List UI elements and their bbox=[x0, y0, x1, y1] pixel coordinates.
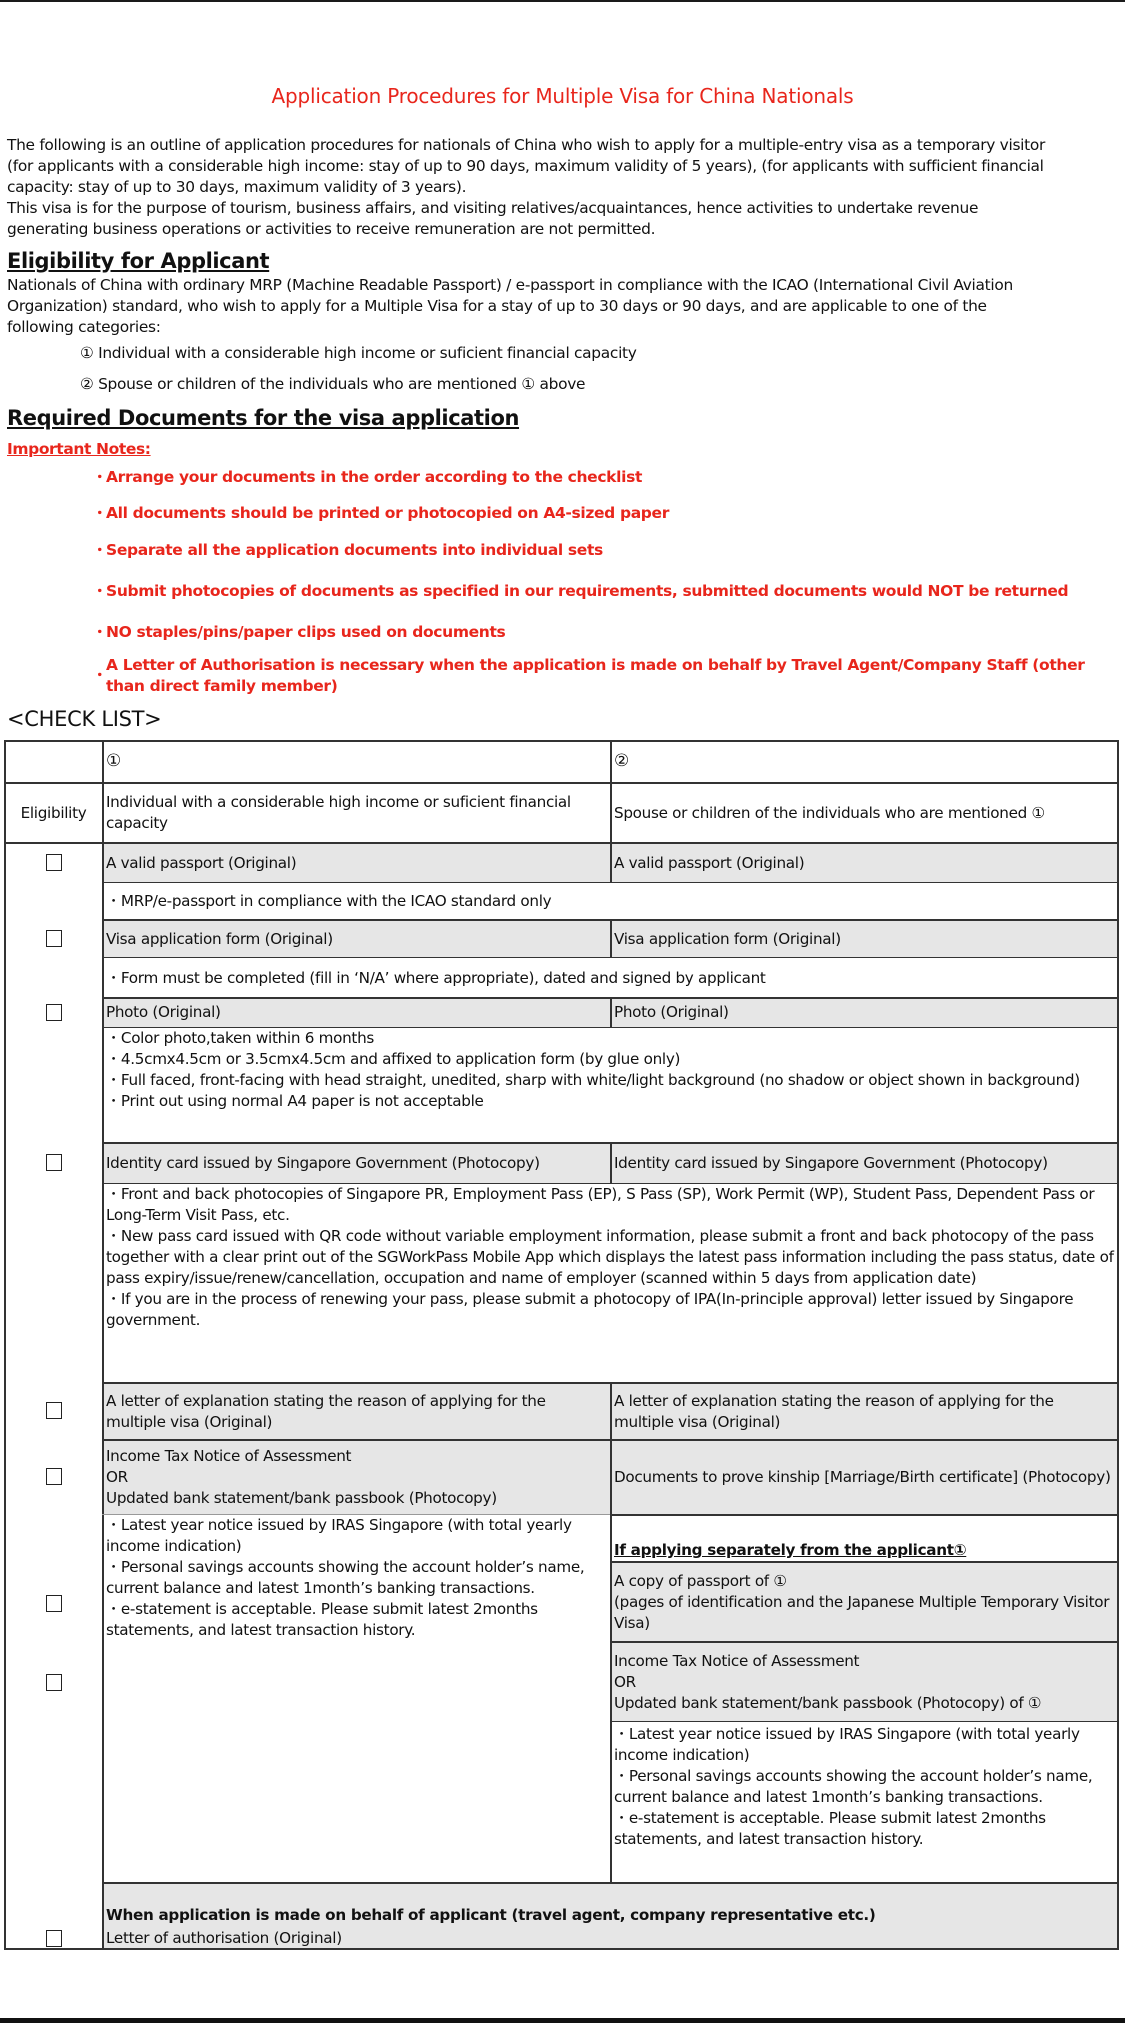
income-col1: Income Tax Notice of Assessment OR Updated bank statement/bank passbook (Photocopy) bbox=[106, 1447, 497, 1507]
letter-col1: A letter of explanation stating the reason of applying for the multiple visa (Original) bbox=[106, 1391, 546, 1431]
eligibility-text bbox=[7, 275, 1119, 338]
checkbox-letter[interactable] bbox=[46, 1402, 62, 1419]
authorisation-item: Letter of authorisation (Original) bbox=[106, 1929, 342, 1947]
checkbox-photo[interactable] bbox=[46, 1004, 62, 1021]
page-title: Application Procedures for Multiple Visa for China Nationals bbox=[271, 84, 854, 108]
separate-notes: ・Latest year notice issued by IRAS Singapore (with total yearly income indication) ・Personal savings accounts showing the account holder’s name, current balance and latest 1month’s banking transactions. ・e-statement is acceptable. Please submit latest 2months statements, and latest transaction history. bbox=[614, 1725, 1093, 1848]
bullet-icon: ・ bbox=[92, 666, 108, 684]
passport-note: ・MRP/e-passport in compliance with the ICAO standard only bbox=[106, 892, 552, 910]
top-border bbox=[0, 0, 1125, 2]
bullet-icon: ・ bbox=[92, 541, 108, 559]
eligibility-line: following categories: bbox=[7, 318, 161, 336]
photo-col2: Photo (Original) bbox=[614, 1003, 729, 1021]
eligibility-line: Nationals of China with ordinary MRP (Machine Readable Passport) / e-passport in compliance with the ICAO (International Civil Aviation bbox=[7, 276, 1013, 294]
eligibility-col1: Individual with a considerable high income or suficient financial capacity bbox=[106, 793, 571, 832]
intro-line: This visa is for the purpose of tourism, business affairs, and visiting relatives/acquaintances, hence activities to undertake revenue bbox=[7, 199, 979, 217]
category-1: ① Individual with a considerable high income or suficient financial capacity bbox=[80, 344, 637, 362]
checkbox-income[interactable] bbox=[46, 1468, 62, 1485]
authorisation-cell bbox=[103, 1883, 1119, 1950]
photo-col1: Photo (Original) bbox=[106, 1003, 221, 1021]
checkbox-separate-income[interactable] bbox=[46, 1674, 62, 1691]
intro-paragraph bbox=[7, 135, 1119, 240]
header-category-2: ② bbox=[614, 751, 629, 771]
bullet-icon: ・ bbox=[92, 468, 108, 486]
identity-col2: Identity card issued by Singapore Government (Photocopy) bbox=[614, 1153, 1048, 1172]
separate-heading: If applying separately from the applicant① bbox=[614, 1541, 967, 1559]
income-notes-col1: ・Latest year notice issued by IRAS Singapore (with total yearly income indication) ・Personal savings accounts showing the account holder’s name, current balance and latest 1month’s banking transactions. ・e-statement is acceptable. Please submit latest 2months statements, and latest transaction history. bbox=[106, 1516, 585, 1639]
header-category-1: ① bbox=[106, 751, 121, 771]
checkbox-visa-form[interactable] bbox=[46, 930, 62, 947]
separate-heading-cell bbox=[611, 1515, 1119, 1562]
intro-line: (for applicants with a considerable high income: stay of up to 90 days, maximum validity of 5 years), (for applicants with sufficient financial bbox=[7, 157, 1044, 175]
letter-col2: A letter of explanation stating the reason of applying for the multiple visa (Original) bbox=[614, 1391, 1054, 1431]
bullet-icon: ・ bbox=[92, 582, 108, 600]
separate-passport-copy: A copy of passport of ① (pages of identification and the Japanese Multiple Temporary Visitor Visa) bbox=[614, 1571, 1110, 1632]
important-notes-label: Important Notes: bbox=[7, 440, 151, 458]
eligibility-label: Eligibility bbox=[20, 803, 87, 822]
eligibility-line: Organization) standard, who wish to apply for a Multiple Visa for a stay of up to 30 days or 90 days, and are applicable to one of the bbox=[7, 297, 987, 315]
intro-line: The following is an outline of application procedures for nationals of China who wish to apply for a multiple-entry visa as a temporary visitor bbox=[7, 136, 1046, 154]
visa-form-col2: Visa application form (Original) bbox=[614, 929, 841, 948]
checkbox-identity[interactable] bbox=[46, 1154, 62, 1171]
required-docs-heading: Required Documents for the visa application bbox=[7, 406, 520, 430]
eligibility-heading: Eligibility for Applicant bbox=[7, 249, 270, 273]
checkbox-passport[interactable] bbox=[46, 854, 62, 871]
checkbox-separate-passport[interactable] bbox=[46, 1595, 62, 1612]
checkbox-authorisation[interactable] bbox=[46, 1930, 62, 1947]
income-col2: Documents to prove kinship [Marriage/Birth certificate] (Photocopy) bbox=[614, 1468, 1111, 1486]
identity-notes: ・Front and back photocopies of Singapore PR, Employment Pass (EP), S Pass (SP), Work Permit (WP), Student Pass, Dependent Pass or Long-Term Visit Pass, etc. ・New pass card issued with QR code without variable employment information, please submit a front and back photocopy of the pass together with a clear print out of the SGWorkPass Mobile App which displays the latest pass information including the pass status, date of pass expiry/issue/renew/cancellation, occupation and name of employer (scanned within 5 days from application date) ・If you are in the process of renewing your pass, please submit a photocopy of IPA(In-principle approval) letter issued by Singapore government. bbox=[106, 1185, 1114, 1329]
bullet-icon: ・ bbox=[92, 504, 108, 522]
passport-col1: A valid passport (Original) bbox=[106, 853, 297, 872]
separate-income: Income Tax Notice of Assessment OR Updated bank statement/bank passbook (Photocopy) of ① bbox=[614, 1651, 1042, 1712]
visa-form-col1: Visa application form (Original) bbox=[106, 929, 333, 948]
bullet-icon: ・ bbox=[92, 623, 108, 641]
visa-form-note: ・Form must be completed (fill in ‘N/A’ where appropriate), dated and signed by applicant bbox=[106, 968, 766, 987]
identity-col1: Identity card issued by Singapore Government (Photocopy) bbox=[106, 1153, 540, 1172]
authorisation-heading: When application is made on behalf of applicant (travel agent, company representative etc.) bbox=[106, 1906, 876, 1924]
category-2: ② Spouse or children of the individuals who are mentioned ① above bbox=[80, 375, 586, 393]
passport-col2: A valid passport (Original) bbox=[614, 853, 805, 872]
checklist-table bbox=[4, 740, 1119, 1950]
eligibility-col2: Spouse or children of the individuals who are mentioned ① bbox=[614, 803, 1045, 822]
checklist-heading: <CHECK LIST> bbox=[7, 707, 162, 731]
bottom-border bbox=[0, 2018, 1125, 2023]
intro-line: capacity: stay of up to 30 days, maximum validity of 3 years). bbox=[7, 178, 467, 196]
photo-notes: ・Color photo,taken within 6 months ・4.5cmx4.5cm or 3.5cmx4.5cm and affixed to application form (by glue only) ・Full faced, front-facing with head straight, unedited, sharp with white/light background (no shadow or object shown in background) ・Print out using normal A4 paper is not acceptable bbox=[106, 1029, 1080, 1110]
intro-line: generating business operations or activities to receive remuneration are not permitted. bbox=[7, 220, 656, 238]
